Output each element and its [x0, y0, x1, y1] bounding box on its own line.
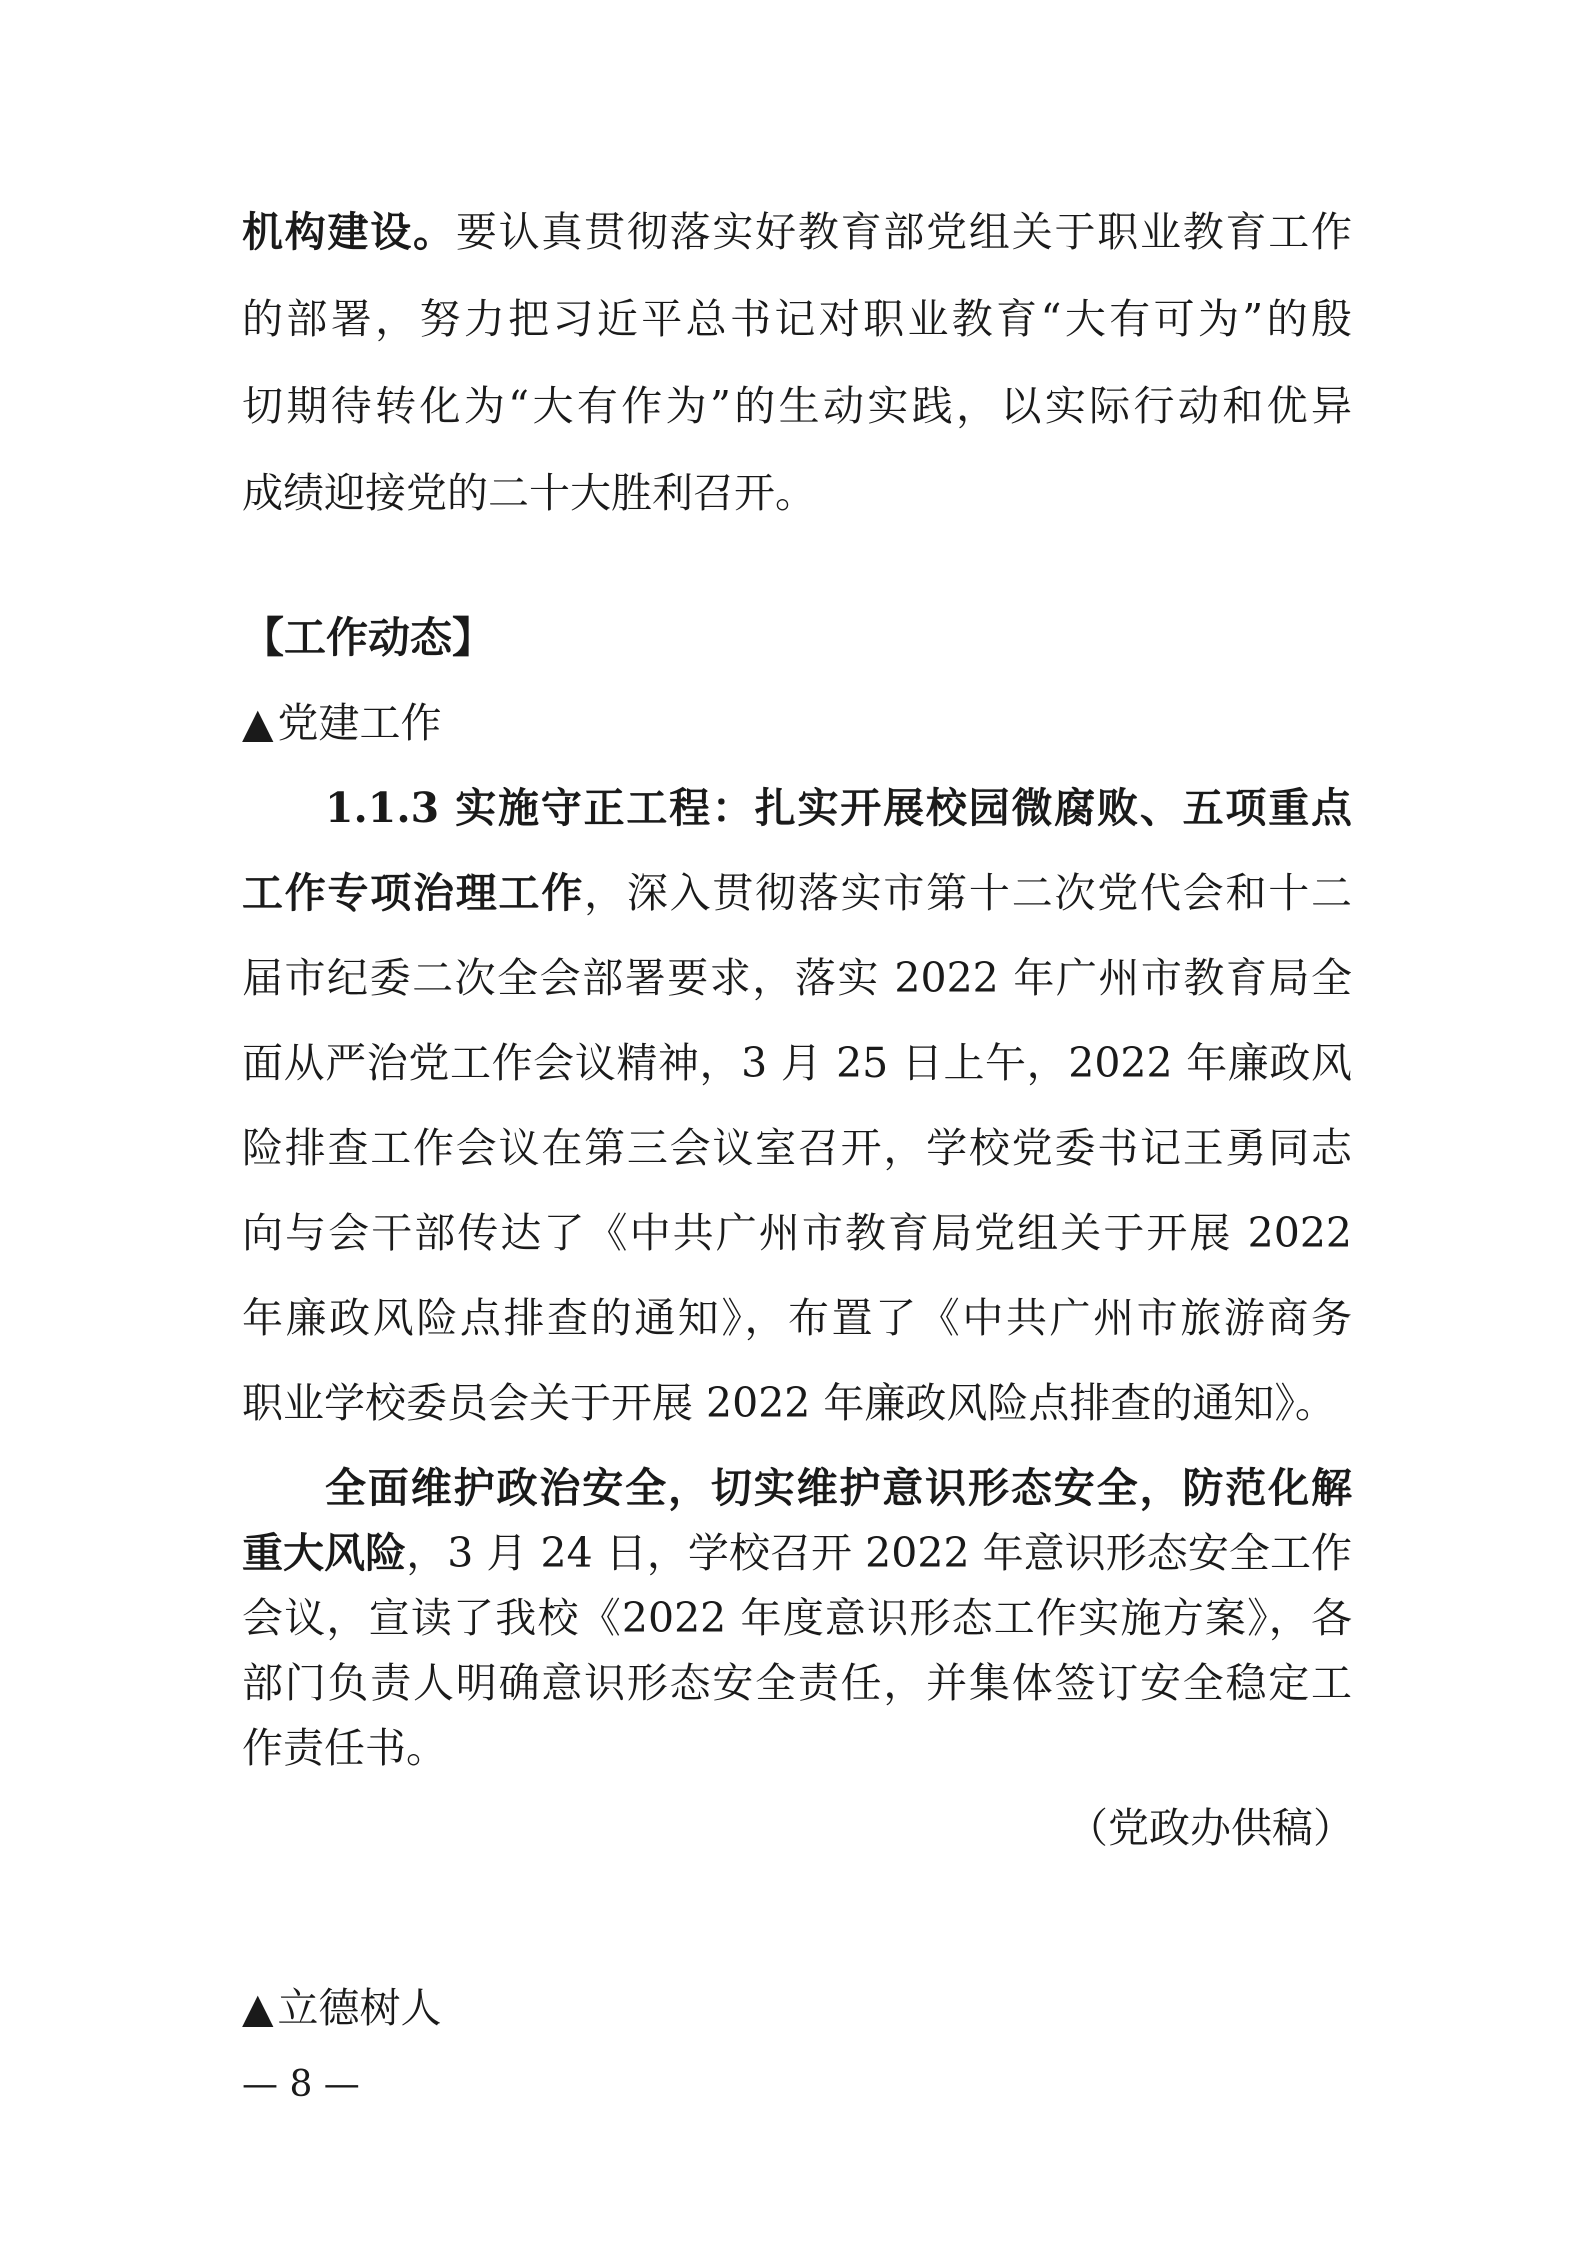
para3-line-5: 作责任书。 [242, 1724, 447, 1772]
moral-education-heading [242, 1968, 1352, 2048]
para2-line-7: 年廉政风险点排查的通知》，布置了《中共广州市旅游商务 [242, 1294, 1352, 1342]
para2-line-4: 面从严治党工作会议精神，3 月 25 日上午，2022 年廉政风 [242, 1039, 1352, 1087]
para1-line-4: 成绩迎接党的二十大胜利召开。 [242, 469, 816, 517]
para2-line-3: 届市纪委二次全会部署要求，落实 2022 年广州市教育局全 [242, 954, 1352, 1002]
para3-line-4: 部门负责人明确意识形态安全责任，并集体签订安全稳定工 [242, 1659, 1352, 1707]
party-building-heading [242, 683, 1352, 763]
triangle-icon: ▲ [242, 699, 274, 747]
para2-line-8: 职业学校委员会关于开展 2022 年廉政风险点排查的通知》。 [242, 1379, 1336, 1427]
para1-line-3: 切期待转化为“大有作为”的生动实践，以实际行动和优异 [242, 382, 1352, 430]
para2-line-6: 向与会干部传达了《中共广州市教育局党组关于开展 2022 [242, 1209, 1352, 1257]
page-number: — 8 — [242, 2064, 360, 2105]
para2-text: ，深入贯彻落实市第十二次党代会和十二 [584, 869, 1353, 917]
para2-line-1: 1.1.3 实施守正工程：扎实开展校园微腐败、五项重点 [325, 784, 1352, 832]
moral-education-label: 立德树人 [277, 1984, 442, 2032]
para3-line-3: 会议，宣读了我校《2022 年度意识形态工作实施方案》，各 [242, 1594, 1352, 1642]
para1-bold-lead: 机构建设。 [242, 208, 456, 256]
para3-line-1: 全面维护政治安全，切实维护意识形态安全，防范化解 [325, 1464, 1352, 1512]
triangle-icon: ▲ [242, 1984, 274, 2032]
para3-text: ，3 月 24 日，学校召开 2022 年意识形态安全工作 [406, 1529, 1352, 1577]
para1-line-2: 的部署，努力把习近平总书记对职业教育“大有可为”的殷 [242, 295, 1352, 343]
para2-line-5: 险排查工作会议在第三会议室召开，学校党委书记王勇同志 [242, 1124, 1352, 1172]
para3-bold-lead: 重大风险 [242, 1529, 407, 1577]
party-building-label: 党建工作 [277, 699, 442, 747]
para1-text: 要认真贯彻落实好教育部党组关于职业教育工作 [455, 208, 1353, 256]
para2-bold-lead: 工作专项治理工作 [242, 869, 585, 917]
para1-line-1 [242, 192, 1352, 272]
section-title: 【工作动态】 [242, 613, 495, 662]
para2-line-2 [242, 853, 1352, 933]
contributor-signature: （党政办供稿） [1067, 1804, 1354, 1852]
